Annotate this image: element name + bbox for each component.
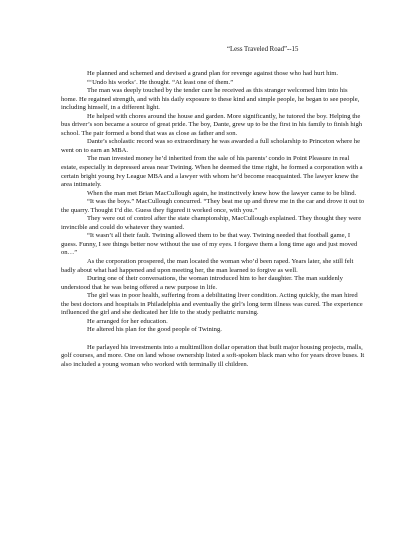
paragraph: The girl was in poor health, suffering from a debilitating liver condition. Acting quickly, the man hired the best doctors and hospitals in Philadelphia and eventually the girl’s long term illness was cured. The experience influenced the girl and she dedicated her life to the study pediatric nursing. [61,292,363,317]
paragraph: They were out of control after the state championship, MacCullough explained. They thought they were invincible and could do whatever they wanted. [61,215,362,231]
paragraph: “It was the boys.” MacCullough concurred. “They beat me up and threw me in the car and drove it out to the quarry. Thought I’d die. Guess they figured it worked once, with you.” [61,198,365,214]
paragraph: During one of their conversations, the woman introduced him to her daughter. The man suddenly understood that he was being offered a new purpose in life. [61,275,343,291]
paragraph: When the man met Brian MacCullough again, he instinctively knew how the lawyer came to be blind. [87,189,357,197]
paragraph: He helped with chores around the house and garden. More significantly, he tutored the boy. Helping the bus driver’s son became a source of great pride. The boy, Dante, grew up to be the first in his family to finish high school. The pair formed a bond that was as close as father and son. [61,112,363,137]
paragraph: The man was deeply touched by the tender care he received as this stranger welcomed him into his home. He regained strength, and with his daily exposure to these kind and simple people, he began to see people, including himself, in a different light. [61,87,360,112]
paragraph: He planned and schemed and devised a grand plan for revenge against those who had hurt him. [87,70,339,77]
blank-line [61,335,365,344]
paragraph: “It wasn’t all their fault. Twining allowed them to be that way. Twining needed that football game, I guess. Funny, I see things better now without the use of my eyes. I forgave them a long time ago and just moved on…” [61,232,358,257]
paragraph: “‘Undo his works’. He thought. “At least one of them.” [87,78,234,86]
paragraph: He altered his plan for the good people of Twining. [87,326,222,334]
paragraph: Dante’s scholastic record was so extraordinary he was awarded a full scholarship to Princeton where he went on to earn an MBA. [61,138,360,154]
document-body [61,70,365,369]
paragraph: He arranged for her education. [87,317,168,325]
running-header: “Less Traveled Road”--15 [227,46,299,53]
paragraph: As the corporation prospered, the man located the woman who’d been raped. Years later, she still felt badly about what had happened and upon meeting her, the man learned to forgive as well. [61,258,354,274]
paragraph: The man invested money he’d inherited from the sale of his parents’ condo in Point Pleasure in real estate, especially in depressed areas near Twining. When he deemed the time right, he formed a corporation with a certain bright young Ivy League MBA and a lawyer with whom he’d become reacquainted. The lawyer knew the area intimately. [61,155,363,189]
paragraph: He parlayed his investments into a multimillion dollar operation that built major housing projects, malls, golf courses, and more. One on land whose ownership listed a soft-spoken black man who for years drove buses. It also included a young woman who worked with terminally ill children. [61,343,365,368]
